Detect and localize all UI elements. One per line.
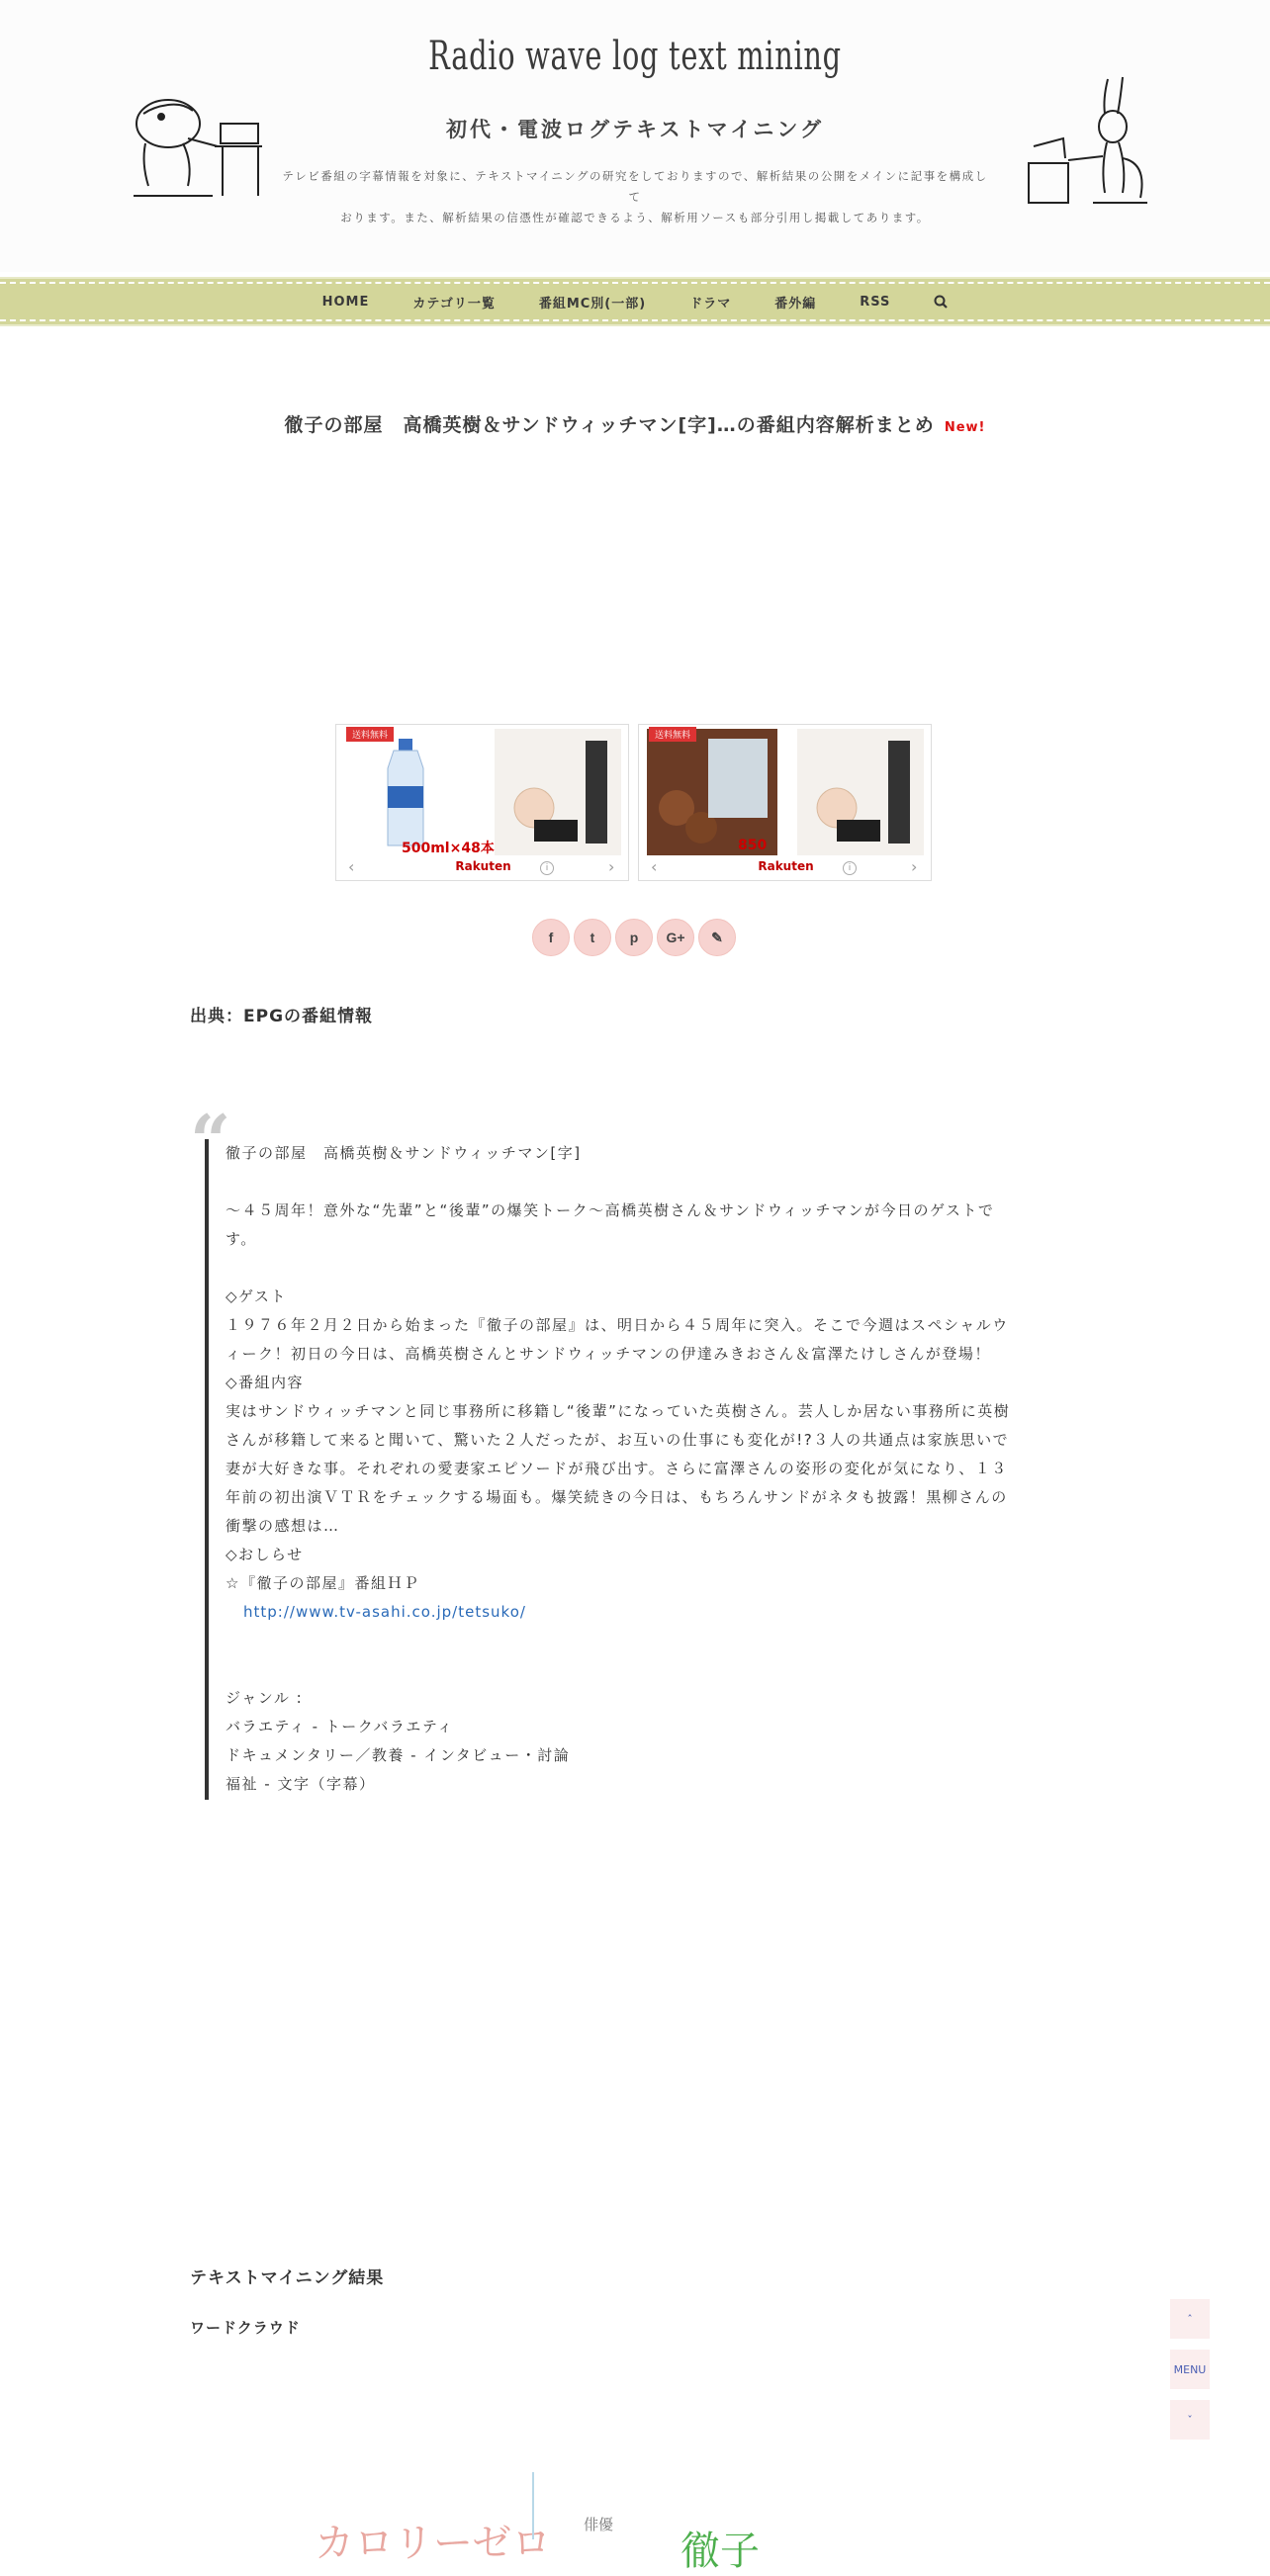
scroll-down-button[interactable]: ˇ xyxy=(1170,2400,1210,2440)
rakuten-logo: Rakuten xyxy=(758,859,814,873)
epg-line: ィーク！初日の今日は、高橋英樹さんとサンドウィッチマンの伊達みきおさん＆富澤たけしさんが登場！ xyxy=(226,1345,991,1363)
ad-price: 500ml×48本 xyxy=(402,841,495,856)
nav-item-home[interactable]: HOME xyxy=(321,294,370,310)
google-plus-glyph: G+ xyxy=(666,930,685,945)
epg-line: 実はサンドウィッチマンと同じ事務所に移籍し“後輩”になっていた英樹さん。芸人しか居ない事務所に英樹 xyxy=(226,1402,1011,1420)
rakuten-logo: Rakuten xyxy=(455,859,511,873)
wordcloud-word: 徹子 xyxy=(680,2529,760,2574)
epg-line: ◇番組内容 xyxy=(226,1374,305,1391)
epg-line: ◇ゲスト xyxy=(226,1288,287,1305)
epg-quote xyxy=(205,1139,1055,1800)
site-description xyxy=(282,166,988,228)
pinterest-glyph: p xyxy=(629,930,639,945)
nav-item-extra[interactable]: 番外編 xyxy=(774,296,817,311)
epg-line: す。 xyxy=(226,1230,257,1248)
epg-line: 徹子の部屋 高橋英樹＆サンドウィッチマン[字] xyxy=(226,1144,582,1162)
epg-line xyxy=(226,1598,1055,1627)
epg-line: ジャンル : xyxy=(226,1689,304,1707)
nuts-product-image[interactable] xyxy=(647,729,777,855)
cosmetics-image[interactable] xyxy=(797,729,924,855)
wordcloud-word: 俳優 xyxy=(584,2516,614,2533)
epg-line: ◇おしらせ xyxy=(226,1546,304,1563)
wordcloud-word: カロリーゼロ xyxy=(315,2522,552,2565)
site-title-en[interactable]: Radio wave log text mining xyxy=(428,34,842,79)
chevron-right-icon[interactable]: › xyxy=(608,857,615,876)
post-title xyxy=(0,410,1270,437)
chevron-left-icon[interactable]: ‹ xyxy=(348,857,355,876)
chevron-right-icon[interactable]: › xyxy=(911,857,918,876)
quote-icon: “ xyxy=(190,1099,231,1183)
ad-footer xyxy=(639,855,933,881)
wordcloud-heading: ワードクラウド xyxy=(190,2319,301,2337)
site-title-ja[interactable]: 初代・電波ログテキストマイニング xyxy=(446,118,824,141)
main-nav xyxy=(0,277,1270,326)
site-header xyxy=(0,0,1270,272)
facebook-glyph: f xyxy=(548,930,554,945)
epg-line: ドキュメンタリー／教養 - インタビュー・討論 xyxy=(226,1746,571,1764)
pencil-icon[interactable] xyxy=(698,919,736,956)
nav-item-drama[interactable]: ドラマ xyxy=(689,296,732,311)
results-heading: テキストマイニング結果 xyxy=(190,2268,385,2288)
nav-item-categories[interactable]: カテゴリ一覧 xyxy=(412,296,496,311)
nav-items xyxy=(0,279,1270,324)
water-bottle-image[interactable] xyxy=(344,729,475,855)
epg-line: バラエティ - トークバラエティ xyxy=(226,1718,454,1735)
twitter-glyph: t xyxy=(590,930,595,945)
ad-tag: 送料無料 xyxy=(346,727,394,742)
program-homepage-link[interactable]: http://www.tv-asahi.co.jp/tetsuko/ xyxy=(243,1603,526,1621)
search-icon[interactable] xyxy=(934,295,948,309)
epg-line: ～４５周年！意外な“先輩”と“後輩”の爆笑トーク～高橋英樹さん＆サンドウィッチマンが今日のゲストで xyxy=(226,1201,995,1219)
epg-line: 福祉 - 文字（字幕） xyxy=(226,1775,376,1793)
menu-button[interactable]: MENU xyxy=(1170,2350,1210,2389)
site-description-line: おります。また、解析結果の信憑性が確認できるよう、解析用ソースも部分引用し掲載してあります。 xyxy=(340,211,930,224)
rabbit-at-computer-illustration xyxy=(1024,69,1152,208)
site-description-line: テレビ番組の字幕情報を対象に、テキストマイニングの研究をしておりますので、解析結果の公開をメインに記事を構成して xyxy=(282,169,988,204)
share-buttons xyxy=(532,919,740,956)
epg-line: 衝撃の感想は… xyxy=(226,1517,340,1535)
wordcloud-vertical-word xyxy=(532,2472,556,2539)
info-icon[interactable]: i xyxy=(540,861,554,875)
rakuten-ad-2[interactable] xyxy=(638,724,932,881)
new-badge: New! xyxy=(944,420,986,435)
ad-tag: 送料無料 xyxy=(649,727,696,742)
rakuten-ad-1[interactable] xyxy=(335,724,629,881)
info-icon[interactable]: i xyxy=(843,861,857,875)
twitter-icon[interactable] xyxy=(574,919,611,956)
nav-item-by-mc[interactable]: 番組MC別(一部) xyxy=(538,296,647,311)
facebook-icon[interactable] xyxy=(532,919,570,956)
ad-footer xyxy=(336,855,630,881)
scroll-up-button[interactable]: ˆ xyxy=(1170,2299,1210,2339)
epg-line: 年前の初出演ＶＴＲをチェックする場面も。爆笑続きの今日は、もちろんサンドがネタも披露！黒柳さんの xyxy=(226,1488,1008,1506)
ad-price: 850 xyxy=(738,838,768,853)
epg-line: １９７６年２月２日から始まった『徹子の部屋』は、明日から４５周年に突入。そこで今週はスペシャルウ xyxy=(226,1316,1009,1334)
post-title-text[interactable]: 徹子の部屋 高橋英樹＆サンドウィッチマン[字]…の番組内容解析まとめ xyxy=(284,414,935,436)
nav-item-rss[interactable]: RSS xyxy=(860,294,891,310)
epg-line: 妻が大好きな事。それぞれの愛妻家エピソードが飛び出す。さらに富澤さんの姿形の変化が気になり、１３ xyxy=(226,1460,1008,1477)
epg-line: さんが移籍して来ると聞いて、驚いた２人だったが、お互いの仕事にも変化が!?３人の共通点は家族思いで xyxy=(226,1431,1010,1449)
chevron-left-icon[interactable]: ‹ xyxy=(651,857,658,876)
epg-line: ☆『徹子の部屋』番組ＨＰ xyxy=(226,1574,420,1592)
pinterest-icon[interactable] xyxy=(615,919,653,956)
pencil-glyph: ✎ xyxy=(711,929,723,945)
wordcloud xyxy=(297,2462,890,2574)
cosmetics-image[interactable] xyxy=(495,729,621,855)
source-heading: 出典：EPGの番組情報 xyxy=(190,1007,374,1026)
google-plus-icon[interactable] xyxy=(657,919,694,956)
